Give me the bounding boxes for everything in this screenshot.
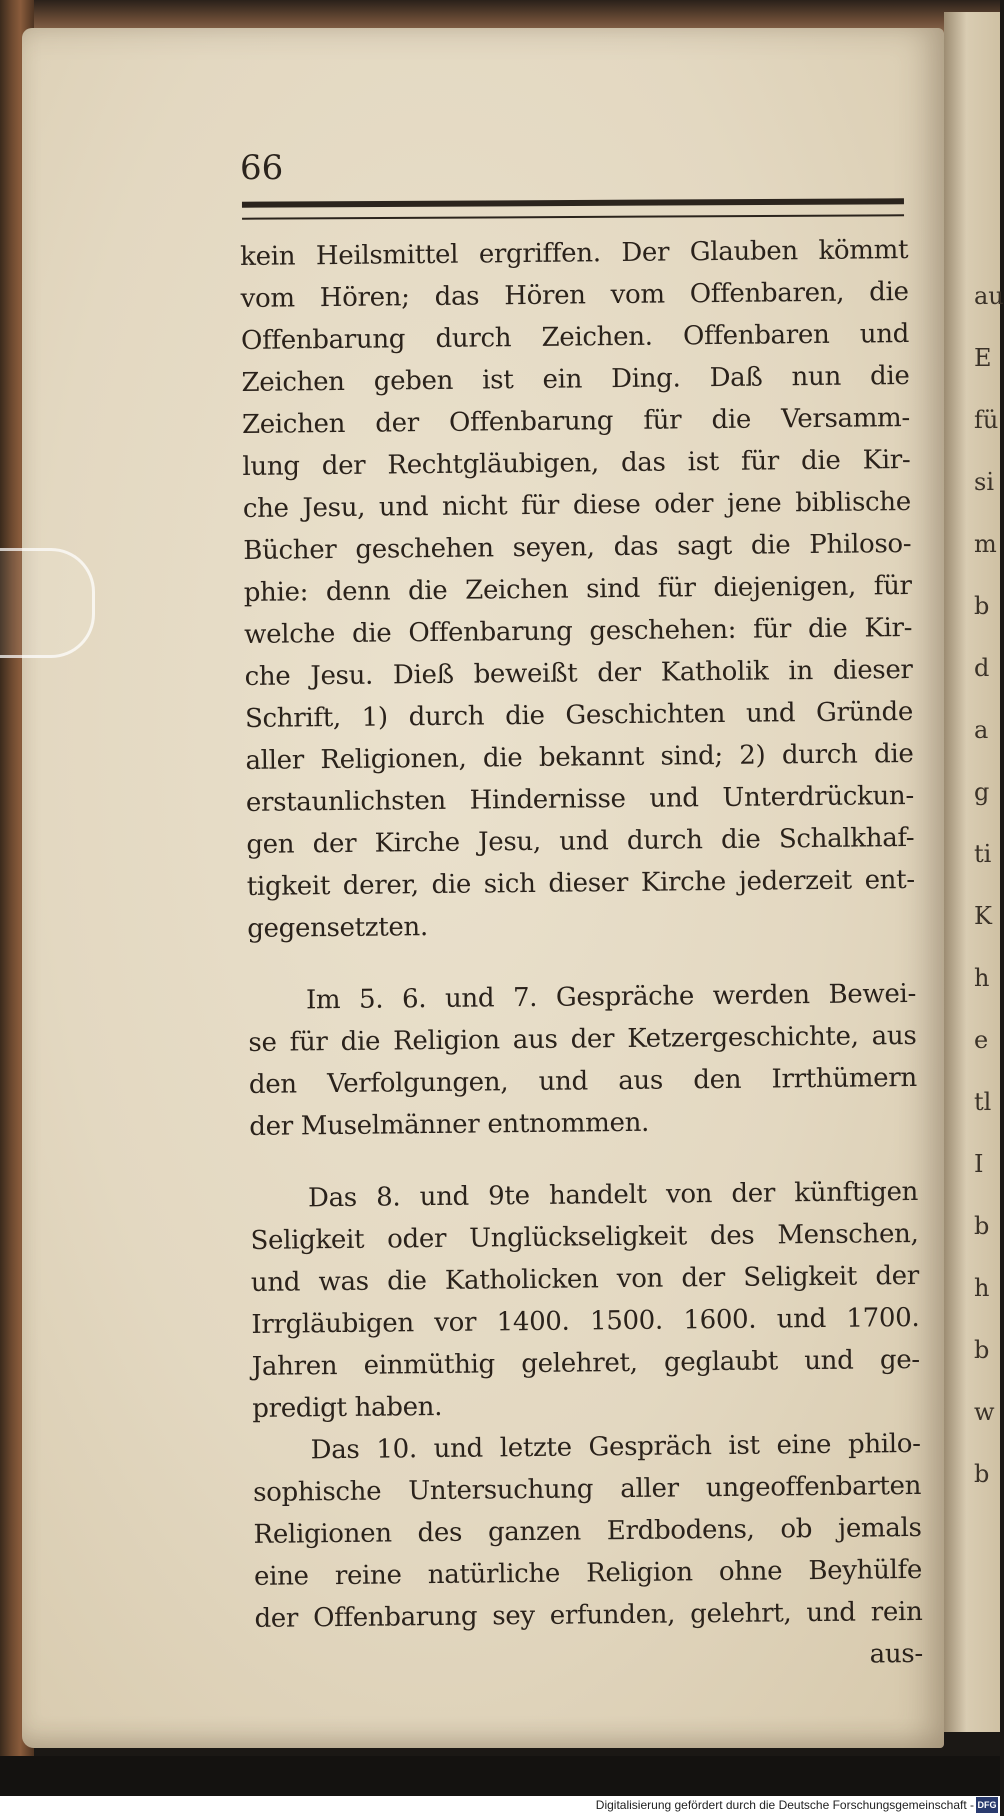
text-line: und was die Katholicken von der Seligkeit der: [250, 1260, 920, 1298]
paragraph-4: [253, 1423, 924, 1682]
text-line: der Muselmänner entnommen.: [249, 1107, 650, 1142]
facing-page-text-fragment: b: [974, 1336, 990, 1364]
facing-page-text-fragment: h: [974, 964, 990, 992]
facing-page-text-fragment: b: [974, 1460, 990, 1488]
text-line: che Jesu, und nicht für diese oder jene biblische: [242, 486, 911, 524]
text-line: eine reine natürliche Religion ohne Beyhülfe: [253, 1554, 923, 1592]
text-line: Zeichen geben ist ein Ding. Daß nun die: [241, 360, 910, 398]
facing-page-text-fragment: fü: [974, 406, 999, 434]
scan-bottom-background: [0, 1756, 1000, 1796]
text-line: Irrgläubigen vor 1400. 1500. 1600. und 1700.: [251, 1302, 920, 1340]
paragraph-3: [250, 1171, 921, 1430]
facing-page-text-fragment: au: [974, 282, 1004, 310]
text-line: Das 8. und 9te handelt von der künftigen: [307, 1176, 919, 1214]
text-line: Religionen des ganzen Erdbodens, ob jemals: [253, 1512, 922, 1550]
facing-page-text-fragment: m: [974, 530, 997, 558]
text-line: vom Hören; das Hören vom Offenbaren, die: [240, 277, 909, 314]
paragraph-2: [248, 973, 918, 1148]
text-line: gegensetzten.: [247, 912, 429, 944]
page-number: 66: [240, 148, 284, 188]
header-rule: [242, 198, 904, 219]
text-line: sophische Untersuchung aller ungeoffenbarten: [253, 1470, 922, 1508]
text-line: lung der Rechtgläubigen, das ist für die Kir-: [242, 444, 911, 482]
footer-bar: [0, 1796, 1000, 1816]
facing-page-text-fragment: b: [974, 1212, 990, 1240]
text-line: Im 5. 6. und 7. Gespräche werden Bewei-: [305, 978, 917, 1016]
facing-page-text-fragment: d: [974, 654, 990, 682]
text-line: Das 10. und letzte Gespräch ist eine philo-: [310, 1428, 921, 1466]
text-line: se für die Religion aus der Ketzergeschichte, aus: [248, 1020, 917, 1058]
footer-credit-text: Digitalisierung gefördert durch die Deutsche Forschungsgemeinschaft -: [595, 1798, 974, 1812]
facing-page-text-fragment: w: [974, 1398, 995, 1426]
text-line: Seligkeit oder Unglückseligkeit des Menschen,: [250, 1218, 919, 1256]
text-line: predigt haben.: [252, 1391, 443, 1424]
text-line: gen der Kirche Jesu, und durch die Schalkhaf-: [246, 822, 915, 860]
facing-page-text-fragment: K: [974, 902, 992, 930]
text-line: den Verfolgungen, und aus den Irrthümern: [248, 1062, 918, 1100]
facing-page-text-fragment: tl: [974, 1088, 992, 1116]
text-line: Jahren einmüthig gelehret, geglaubt und ge-: [251, 1344, 920, 1382]
paragraph-1: [240, 229, 915, 950]
text-line: der Offenbarung sey erfunden, gelehrt, und rein: [254, 1596, 923, 1634]
page-clip-marker: [0, 548, 95, 658]
facing-page-text-fragment: ti: [974, 840, 992, 868]
text-line: tigkeit derer, die sich dieser Kirche jederzeit ent-: [246, 864, 915, 902]
dfg-logo-icon: DFG: [976, 1797, 998, 1813]
facing-page-text-fragment: b: [974, 592, 990, 620]
text-line: erstaunlichsten Hindernisse und Unterdrückun-: [245, 780, 915, 818]
text-line: welche die Offenbarung geschehen: für die Kir-: [244, 612, 913, 650]
facing-page-text-fragment: h: [974, 1274, 990, 1302]
page-text: [240, 229, 923, 1682]
text-line: phie: denn die Zeichen sind für diejenigen, für: [243, 570, 912, 608]
text-line: aller Religionen, die bekannt sind; 2) durch die: [245, 738, 914, 776]
facing-page-text-fragment: E: [974, 344, 992, 372]
catchword: aus-: [869, 1638, 924, 1670]
text-line: Offenbarung durch Zeichen. Offenbaren und: [240, 318, 910, 356]
facing-page-text-fragment: g: [974, 778, 990, 806]
text-line: kein Heilsmittel ergriffen. Der Glauben kömmt: [240, 235, 909, 272]
text-line: Schrift, 1) durch die Geschichten und Gründe: [244, 696, 914, 734]
text-line: che Jesu. Dieß beweißt der Katholik in dieser: [244, 654, 913, 692]
facing-page-text-fragment: I: [974, 1150, 984, 1178]
facing-page-text-fragment: e: [974, 1026, 989, 1054]
text-line: Zeichen der Offenbarung für die Versamm-: [241, 402, 911, 440]
facing-page-edge: [944, 12, 1004, 1732]
facing-page-text-fragment: a: [974, 716, 989, 744]
facing-page-text-fragment: si: [974, 468, 994, 496]
text-line: Bücher geschehen seyen, das sagt die Philoso-: [243, 528, 912, 566]
